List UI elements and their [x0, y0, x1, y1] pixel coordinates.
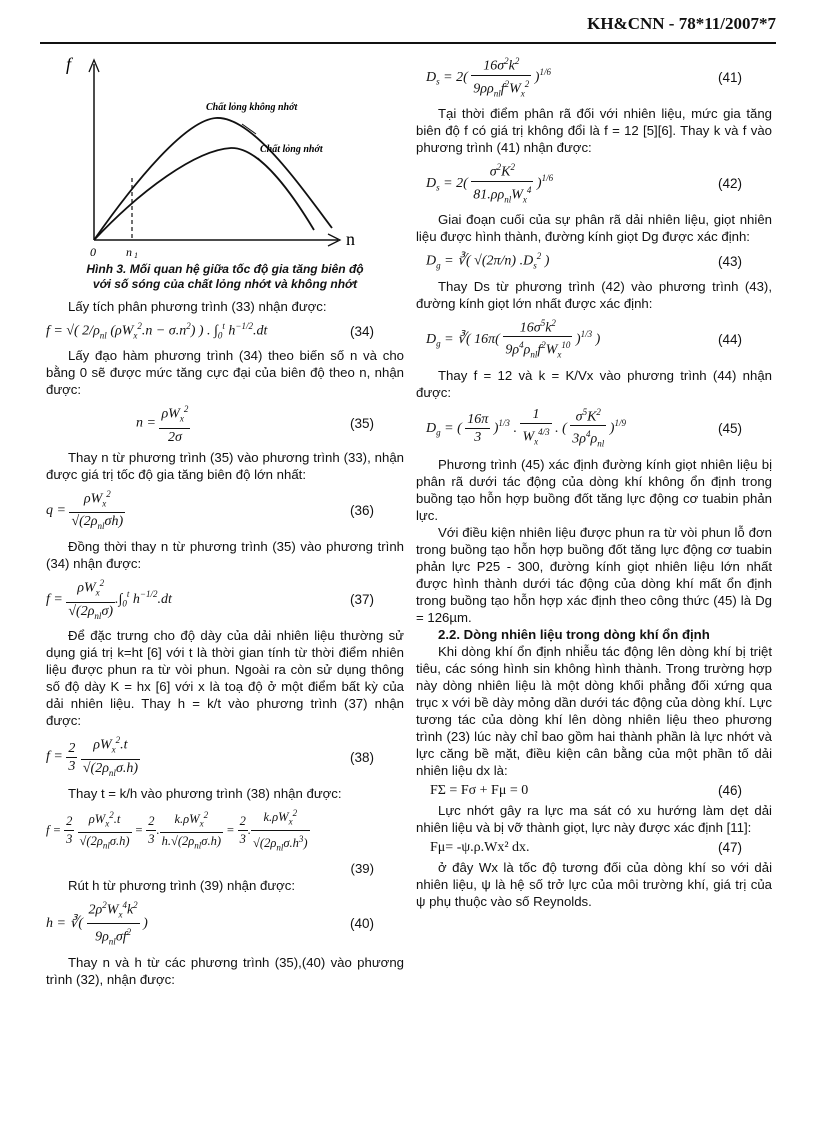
- equation-number: (41): [717, 70, 742, 86]
- figure-caption: [46, 262, 404, 292]
- paragraph: Với điều kiện nhiên liệu được phun ra từ vòi phun lỗ đơn trong buồng tạo hỗn hợp buồng đốt tăng lực động cơ tuabin phản lực P25 - 300, đường kính giọt nhiên liệu lớn nhất được hình thành dưới tác động của dòng khí mất ổn định trong buồng tạo hỗn hợp xác định theo công thức (45) là Dg = 126µm.: [416, 524, 772, 625]
- paragraph: Lấy đạo hàm phương trình (34) theo biến số n và cho bằng 0 sẽ được mức tăng cực đại của biên độ theo n, nhận được:: [46, 348, 404, 398]
- equation-34: f = √( $2/\rho_{nl}$ $(\rho W_x^2.n - \sigma.n^2)$ ) . $\int_0^t$ $h^{-1/2}.dt$ (34): [46, 318, 404, 344]
- equation-number: (45): [717, 420, 742, 436]
- caption-line-2: với số sóng của chất lỏng nhớt và không nhớt: [92, 277, 358, 291]
- paragraph: Thay n và h từ các phương trình (35),(40) vào phương trình (32), nhận được:: [46, 954, 404, 987]
- equation-42: $D_s = 2$( $\frac{\sigma^2K^2}{81.\rho\rho_{nl}W_x^4}$ )$^{1/6}$ (42): [416, 159, 772, 208]
- pointer-viscous: [258, 158, 268, 168]
- equation-number: (43): [717, 253, 742, 269]
- equation-number: (39): [350, 860, 374, 876]
- axis-x-label: n: [346, 229, 355, 249]
- paragraph: Thay Ds từ phương trình (42) vào phương trình (43), đường kính giọt lớn nhất được xác định:: [416, 278, 772, 311]
- right-column: [416, 50, 772, 910]
- axis-y-label: f: [66, 54, 72, 74]
- paragraph: Thay f = 12 và k = K/Vx vào phương trình (44) nhận được:: [416, 367, 772, 400]
- equation-number: (36): [349, 503, 374, 519]
- left-column: [46, 50, 404, 988]
- equation-number: (42): [717, 176, 742, 192]
- section-heading: 2.2. Dòng nhiên liệu trong dòng khí ổn định: [438, 626, 710, 642]
- equation-44: $D_g$ = ∛( 16π( $\frac{16\sigma^5k^2}{9\rho^4\rho_{nl}f^2W_x^{10}}$ )$^{1/3}$ ) (44): [416, 315, 772, 364]
- paragraph: Lực nhớt gây ra lực ma sát có xu hướng làm dẹt dải nhiên liệu và bị vỡ thành giọt, lực này được xác định [11]:: [416, 802, 772, 835]
- figure-3-plot: [46, 50, 404, 260]
- paragraph: Lấy tích phân phương trình (33) nhận được:: [68, 299, 327, 314]
- pointer-nonviscous: [242, 124, 256, 134]
- header-rule: [40, 42, 776, 44]
- paragraph: Phương trình (45) xác định đường kính giọt nhiên liệu bị phân rã dưới tác động của dòng khí không ổn định trong buồng tạo hỗn hợp buồng đốt tăng lực động cơ tuabin phản lực.: [416, 456, 772, 523]
- paragraph: Khi dòng khí ổn định nhiễu tác động lên dòng khí bị triệt tiêu, các sóng hình sin không hình thành. Trong trường hợp này dòng nhiên liệu là một dòng khối phẳng đối xứng qua trục x với bề dày mỏng dần dưới tác động của dòng khí. Lực tương tác của dòng khí lên dòng nhiên liệu theo phương trình (23) lúc này chỉ bao gồm hai thành phần là lực nhớt và lực căng bề mặt, điều kiện cân bằng của một phần tố dải nhiên liệu dx là:: [416, 643, 772, 778]
- equation-39: f = $\frac{2}{3}$ $\frac{\rho W_x^2.t}{√(2\rho_{nl}\sigma.h)}$ = $\frac{2}{3}$ . $\frac{k.\rho W_x^2}{h.√(2\rho_{nl}\sigma.h)}$ = $\frac{2}{3}$ . $\frac{k.\rho W_x^2}{√(2\rho_{nl}\sigma.h^3)}$: [46, 805, 404, 857]
- equation-41: $D_s = 2$( $\frac{16\sigma^2k^2}{9\rho\rho_{nl}f^2W_x^2}$ )$^{1/6}$ (41): [416, 53, 772, 102]
- equation-43: $D_g$ = ∛( √(2π/n) $.D_s^2$ ) (43): [416, 248, 772, 274]
- label-viscous: Chất lỏng nhớt: [260, 144, 323, 155]
- equation-number: (38): [349, 749, 374, 765]
- label-nonviscous: Chất lỏng không nhớt: [206, 102, 298, 113]
- paragraph: Để đặc trưng cho độ dày của dải nhiên liệu thường sử dụng giá trị k=ht [6] với t là thời gian tính từ thời điểm nhiên liệu được phun ra từ vòi phun. Ngoài ra còn sử dụng thông số độ dày K = hx [6] với x là toạ độ ở một điểm bất kỳ của dải nhiên liệu. Thay h = k/t vào phương trình (37) nhận được:: [46, 628, 404, 729]
- caption-line-1: Hình 3. Mối quan hệ giữa tốc độ gia tăng biên độ: [86, 262, 364, 276]
- paragraph: Thay n từ phương trình (35) vào phương trình (33), nhận được giá trị tốc độ gia tăng biên độ lớn nhất:: [46, 449, 404, 482]
- equation-number: (37): [349, 592, 374, 608]
- equation-47: Fμ= -ψ.ρ.Wx² dx. (47): [416, 839, 772, 856]
- equation-36: q = $\frac{\rho W_x^2}{√(2\rho_{nl}\sigma h)}$ (36): [46, 486, 404, 535]
- paragraph: Thay t = k/h vào phương trình (38) nhận được:: [68, 785, 342, 801]
- paragraph: Rút h từ phương trình (39) nhận được:: [68, 877, 296, 893]
- equation-40: h = ∛( $\frac{2\rho^2W_x^4k^2}{9\rho_{nl}\sigma f^2}$ ) (40): [46, 897, 404, 951]
- equation-number: (46): [717, 782, 742, 798]
- equation-number: (40): [349, 916, 374, 932]
- equation-number: (35): [349, 416, 374, 432]
- equation-35: n = $\frac{\rho W_x^2}{2\sigma}$ (35): [46, 401, 404, 445]
- equation-46: FΣ = Fσ + Fμ = 0 (46): [416, 782, 772, 799]
- equation-number: (34): [349, 323, 374, 339]
- paragraph: Giai đoạn cuối của sự phân rã dải nhiên liệu, giọt nhiên liệu được hình thành, đường kính giọt Dg được xác định:: [416, 212, 772, 245]
- paragraph: ở đây Wx là tốc độ tương đối của dòng khí so với dải nhiên liệu, ψ là hệ số trở lực của môi trường khí, giá trị của ψ phụ thuộc vào số Reynolds.: [416, 859, 772, 909]
- equation-37: f = $\frac{\rho W_x^2}{√(2\rho_{nl}\sigma)}$ $.\int_0^t$ $h^{-1/2}.dt$ (37): [46, 575, 404, 624]
- paragraph: Tại thời điểm phân rã đối với nhiên liệu, mức gia tăng biên độ f có giá trị không đổi là f = 12 [5][6]. Thay k và f vào phương trình (41) nhận được:: [416, 106, 772, 156]
- origin-label: 0: [90, 245, 96, 259]
- journal-header: KH&CNN - 78*11/2007*7: [587, 14, 776, 33]
- equation-number: (44): [717, 331, 742, 347]
- n1-label: n: [126, 245, 132, 259]
- figure-3: [46, 50, 404, 260]
- curve-nonviscous: [94, 118, 332, 240]
- equation-45: $D_g$ = ( $\frac{16\pi}{3}$ )$^{1/3}$ . $\frac{1}{W_x^{4/3}}$ . ( $\frac{\sigma^5K^2}{3\rho^4\rho_{nl}}$ )$^{1/9}$ (45): [416, 404, 772, 453]
- n1-subscript: 1: [134, 251, 138, 260]
- equation-38: f = $\frac{2}{3}$ $\frac{\rho W_x^2.t}{√(2\rho_{nl}\sigma.h)}$ (38): [46, 732, 404, 781]
- equation-number: (47): [717, 839, 742, 855]
- paragraph: Đồng thời thay n từ phương trình (35) vào phương trình (34) nhận được:: [46, 539, 404, 572]
